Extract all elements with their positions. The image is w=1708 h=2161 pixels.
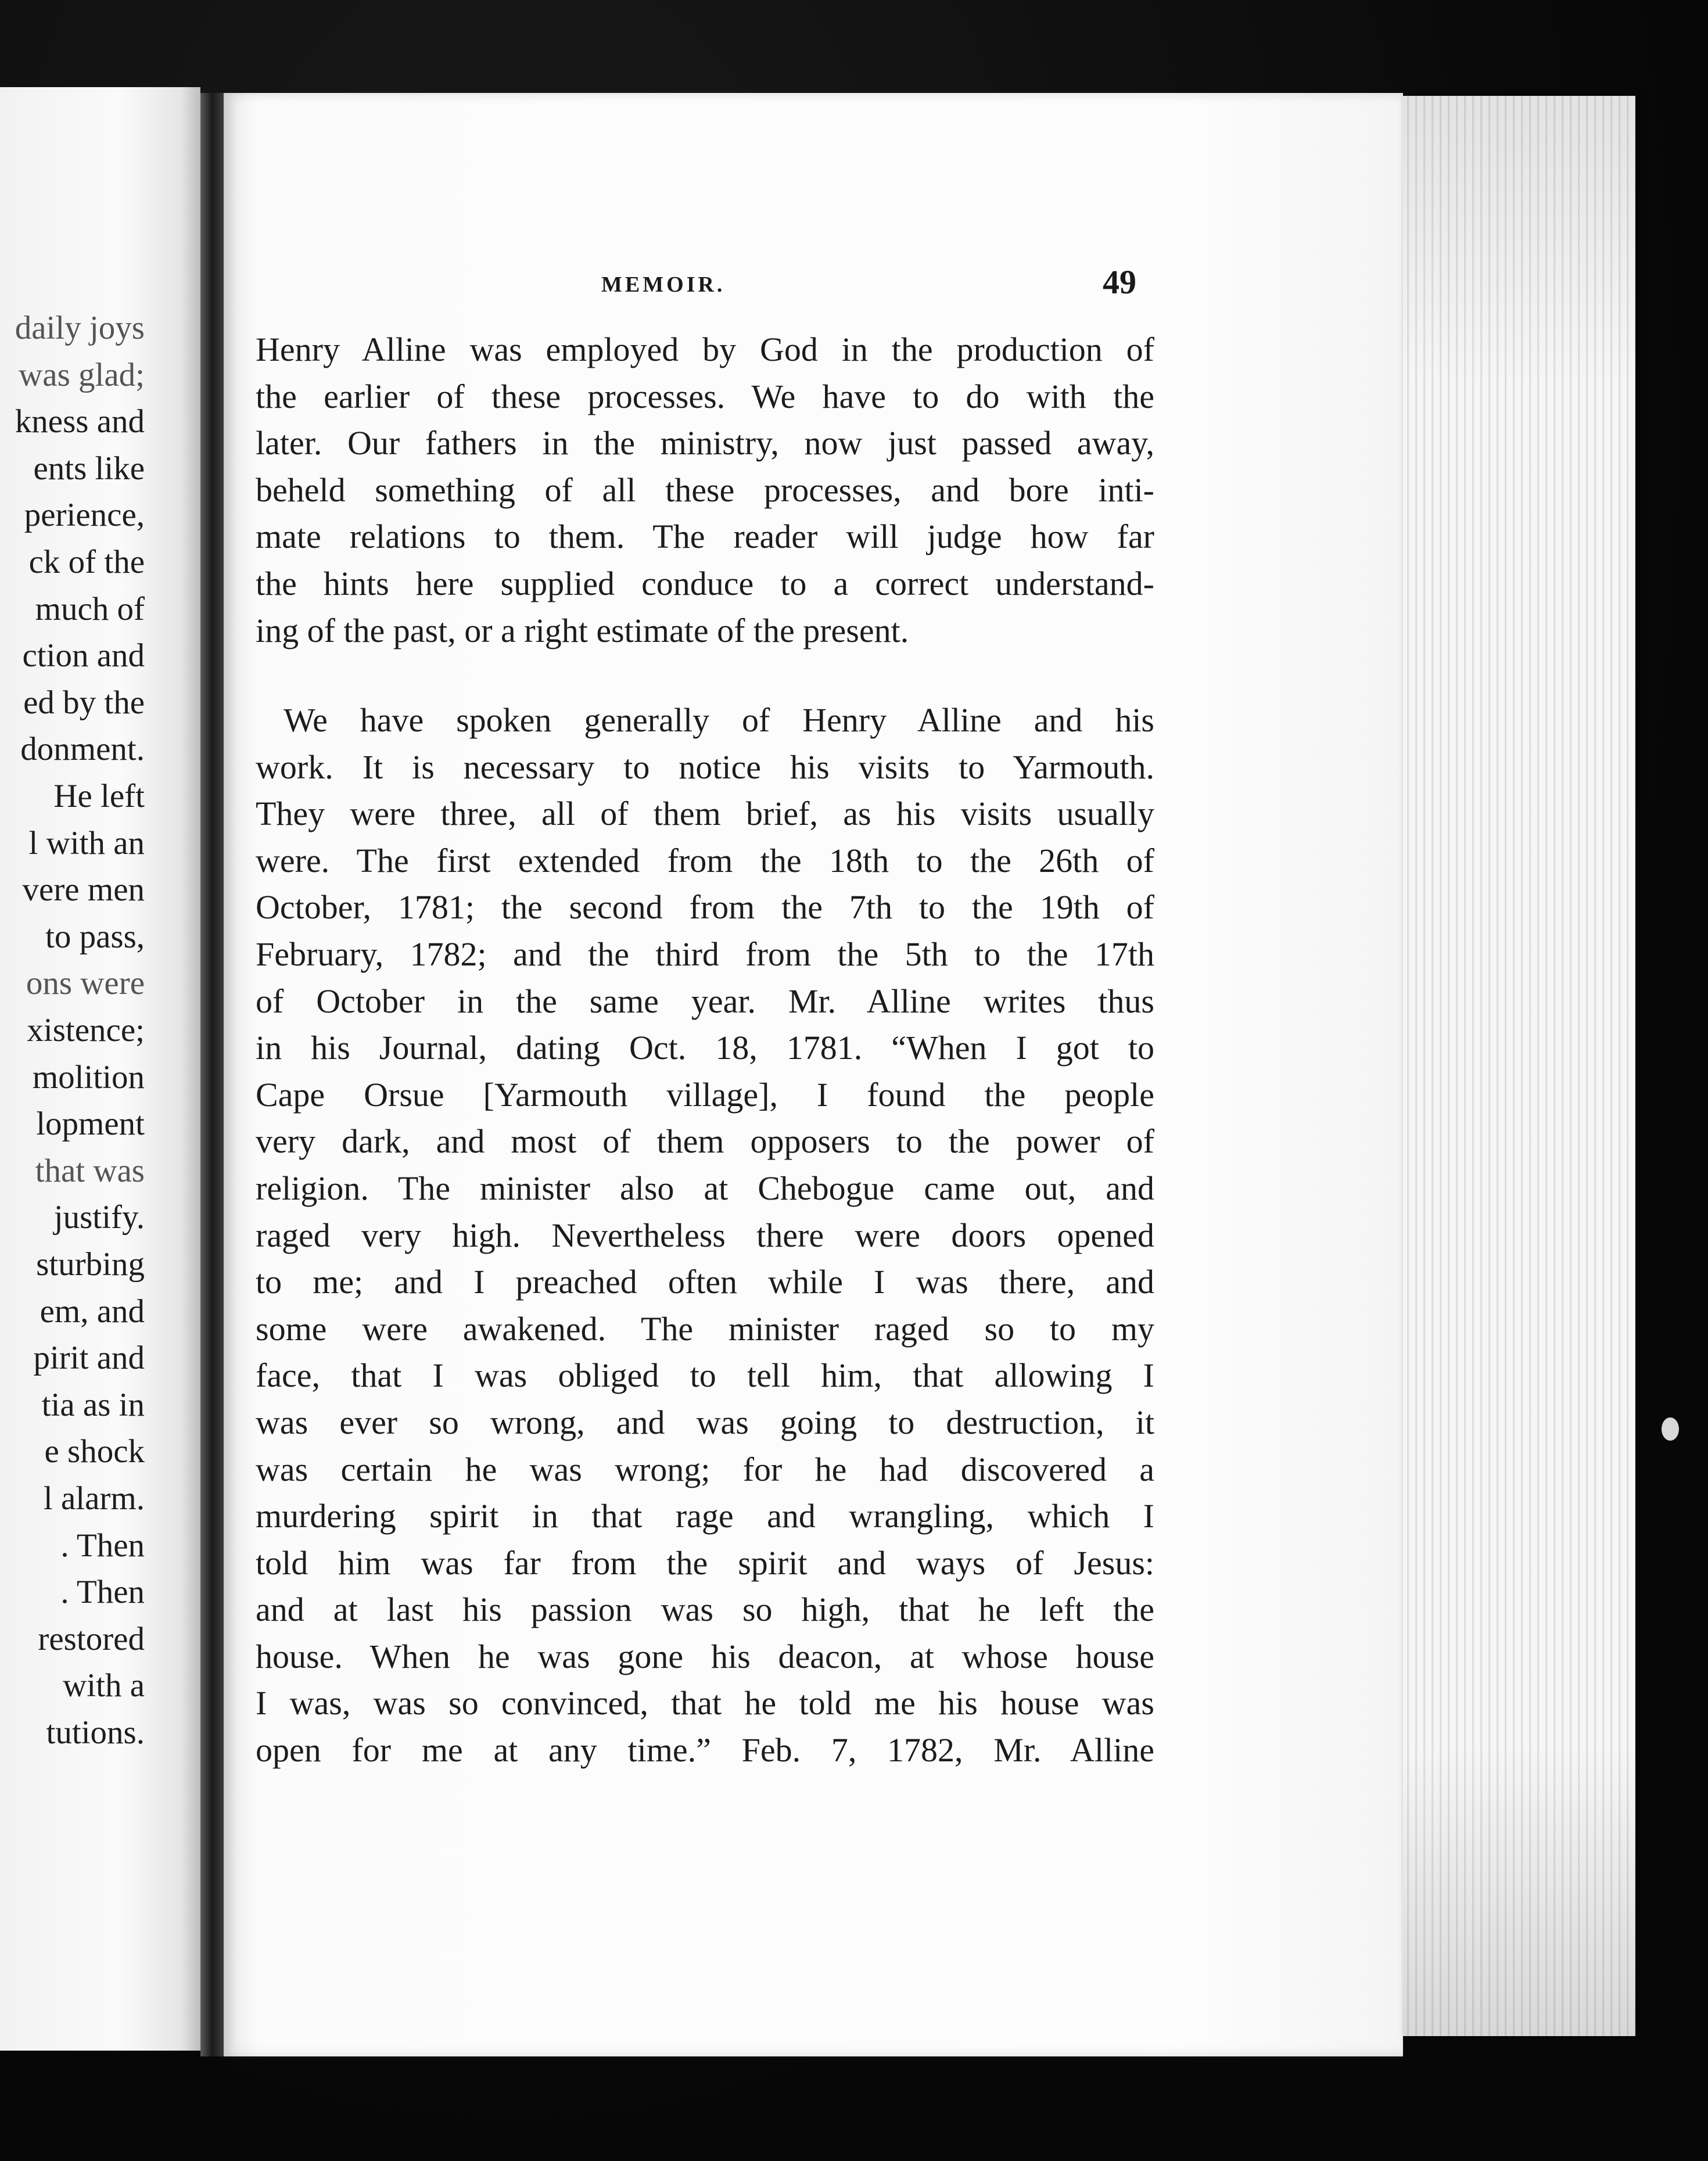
page-edge-shade [1403, 96, 1635, 2036]
text-line: later. Our fathers in the ministry, now just passed away, [256, 424, 1154, 462]
text-line: beheld something of all these processes, and bore inti- [256, 471, 1154, 509]
text-line: the hints here supplied conduce to a correct understand- [256, 564, 1154, 602]
text-line: to me; and I preached often while I was there, and [256, 1263, 1154, 1301]
text-line: was ever so wrong, and was going to destruction, it [256, 1403, 1154, 1441]
facing-page-line: ed by the [23, 684, 145, 721]
text-line: in his Journal, dating Oct. 18, 1781. “When I got to [256, 1029, 1154, 1067]
paragraph-1 [256, 326, 1154, 654]
facing-page-line: justify. [53, 1199, 145, 1236]
page-number: 49 [1103, 263, 1136, 301]
facing-page-line: to pass, [45, 918, 145, 955]
facing-page-line: perience, [24, 497, 145, 534]
facing-page-line: tutions. [46, 1714, 145, 1751]
text-line: work. It is necessary to notice his visits to Yarmouth. [256, 748, 1154, 786]
facing-page-line: em, and [40, 1293, 145, 1330]
facing-page-line: kness and [15, 403, 145, 440]
facing-page-line: ck of the [28, 544, 145, 580]
text-line: very dark, and most of them opposers to the power of [256, 1122, 1154, 1161]
text-line: were. The first extended from the 18th to the 26th of [256, 841, 1154, 880]
facing-page-left [0, 87, 200, 2051]
text-line: February, 1782; and the third from the 5th to the 17th [256, 935, 1154, 973]
text-line: We have spoken generally of Henry Alline and his [284, 701, 1154, 739]
facing-page-line: ents like [33, 450, 145, 487]
text-line: and at last his passion was so high, that he left the [256, 1591, 1154, 1629]
running-header: MEMOIR. [601, 272, 726, 297]
facing-page-line: . Then [60, 1574, 145, 1611]
scan-speck [1662, 1417, 1679, 1441]
text-line: Henry Alline was employed by God in the production of [256, 331, 1154, 368]
facing-page-line: sturbing [36, 1246, 145, 1283]
text-line: murdering spirit in that rage and wrangling, which I [256, 1497, 1154, 1535]
text-line: mate relations to them. The reader will judge how far [256, 518, 1154, 556]
text-line: I was, was so convinced, that he told me his house was [256, 1684, 1154, 1722]
book-gutter [200, 93, 224, 2056]
facing-page-line: He left [53, 778, 145, 814]
text-line: October, 1781; the second from the 7th to the 19th of [256, 888, 1154, 927]
text-line: told him was far from the spirit and ways of Jesus: [256, 1543, 1154, 1582]
facing-page-line: ction and [22, 637, 145, 674]
text-line: ing of the past, or a right estimate of the present. [256, 611, 909, 649]
text-line: religion. The minister also at Chebogue came out, and [256, 1169, 1154, 1207]
facing-page-line: restored [38, 1620, 145, 1657]
facing-page-line: vere men [22, 871, 145, 909]
text-line: They were three, all of them brief, as his visits usually [256, 795, 1154, 833]
facing-page-line: lopment [36, 1105, 145, 1143]
text-line: of October in the same year. Mr. Alline writes thus [256, 982, 1154, 1020]
facing-page-line: was glad; [19, 356, 145, 393]
facing-page-line: tia as in [41, 1386, 145, 1423]
facing-page-line: xistence; [27, 1012, 145, 1049]
text-line: some were awakened. The minister raged so to my [256, 1309, 1154, 1348]
text-line: was certain he was wrong; for he had discovered a [256, 1450, 1154, 1488]
text-line: house. When he was gone his deacon, at whose house [256, 1637, 1154, 1675]
facing-page-line: much of [35, 590, 145, 627]
facing-page-line: e shock [44, 1433, 145, 1470]
facing-page-line: . Then [60, 1527, 145, 1564]
paragraph-2 [256, 697, 1154, 1774]
facing-page-line: that was [35, 1152, 145, 1189]
text-line: Cape Orsue [Yarmouth village], I found the people [256, 1075, 1154, 1114]
text-line: face, that I was obliged to tell him, that allowing I [256, 1356, 1154, 1395]
facing-page-line: molition [32, 1058, 145, 1096]
facing-page-line: l alarm. [43, 1480, 145, 1517]
text-line: open for me at any time.” Feb. 7, 1782, Mr. Alline [256, 1731, 1154, 1769]
facing-page-line: donment. [20, 731, 145, 768]
facing-page-line: pirit and [33, 1340, 145, 1377]
facing-page-line: daily joys [15, 310, 145, 346]
text-line: the earlier of these processes. We have to do with the [256, 377, 1154, 415]
facing-page-line: l with an [28, 824, 145, 861]
text-line: raged very high. Nevertheless there were doors opened [256, 1216, 1154, 1254]
facing-page-line: ons were [26, 965, 145, 1002]
facing-page-line: with a [63, 1667, 145, 1704]
